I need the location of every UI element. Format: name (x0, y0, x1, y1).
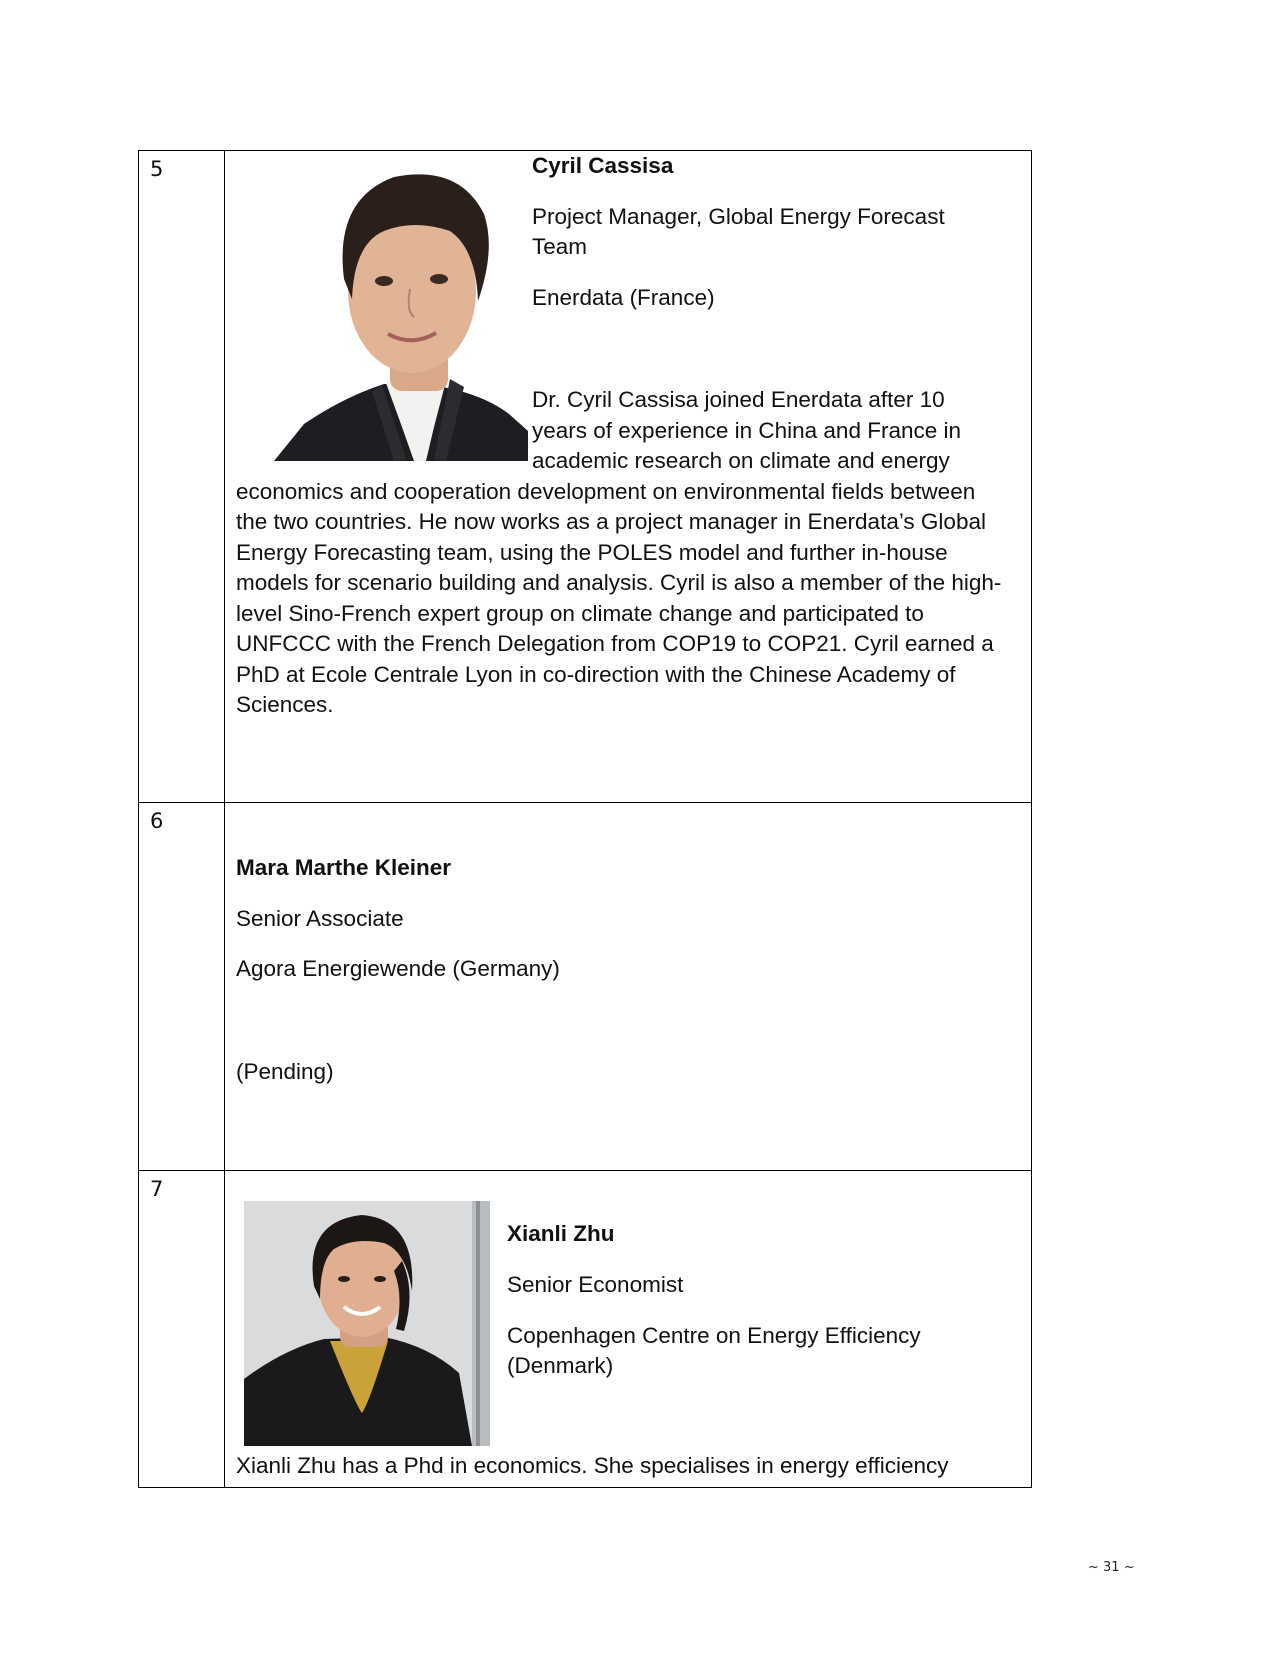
row-number: 6 (150, 809, 164, 833)
page-number: ~ 31 ~ (1088, 1560, 1135, 1575)
woman-portrait-icon (244, 1201, 490, 1446)
speaker-name: Cyril Cassisa (532, 153, 674, 178)
speaker-table (138, 150, 1032, 1488)
speaker-organization-line-2: (Denmark) (507, 1353, 614, 1378)
row-number-cell (139, 1171, 225, 1487)
row-number-cell (139, 151, 225, 802)
bio-line: the two countries. He now works as a project manager in Enerdata’s Global (236, 509, 986, 534)
speaker-photo (244, 1201, 490, 1446)
row-number: 7 (150, 1177, 164, 1201)
speaker-organization-line-1: Copenhagen Centre on Energy Efficiency (507, 1323, 921, 1348)
bio-line: Sciences. (236, 692, 334, 717)
table-row (139, 1170, 1031, 1487)
bio-line: Dr. Cyril Cassisa joined Enerdata after 10 (532, 387, 945, 412)
bio-line: economics and cooperation development on environmental fields between (236, 478, 976, 504)
speaker-organization: Agora Energiewende (Germany) (236, 956, 560, 981)
speaker-name: Mara Marthe Kleiner (236, 855, 452, 880)
speaker-title-line-1: Project Manager, Global Energy Forecast (532, 204, 945, 229)
row-number: 5 (150, 157, 164, 181)
speaker-title: Senior Associate (236, 906, 404, 931)
speaker-status: (Pending) (236, 1059, 334, 1084)
bio-line: academic research on climate and energy (532, 448, 950, 473)
bio-line: years of experience in China and France in (532, 417, 961, 443)
table-row (139, 151, 1031, 802)
speaker-bio (236, 385, 1019, 721)
bio-line: level Sino-French expert group on climate change and participated to (236, 600, 924, 626)
bio-line: Energy Forecasting team, using the POLES model and further in-house (236, 539, 948, 565)
row-number-cell (139, 803, 225, 1170)
speaker-bio: Xianli Zhu has a Phd in economics. She specialises in energy efficiency (236, 1453, 949, 1478)
bio-line: UNFCCC with the French Delegation from COP19 to COP21. Cyril earned a (236, 631, 994, 656)
table-row (139, 802, 1031, 1170)
speaker-name: Xianli Zhu (507, 1221, 615, 1246)
speaker-title: Senior Economist (507, 1272, 684, 1297)
bio-line: models for scenario building and analysis. Cyril is also a member of the high- (236, 570, 1002, 595)
speaker-organization: Enerdata (France) (532, 285, 715, 310)
speaker-title-line-2: Team (532, 234, 588, 259)
bio-line: PhD at Ecole Centrale Lyon in co-direction with the Chinese Academy of (236, 661, 956, 687)
